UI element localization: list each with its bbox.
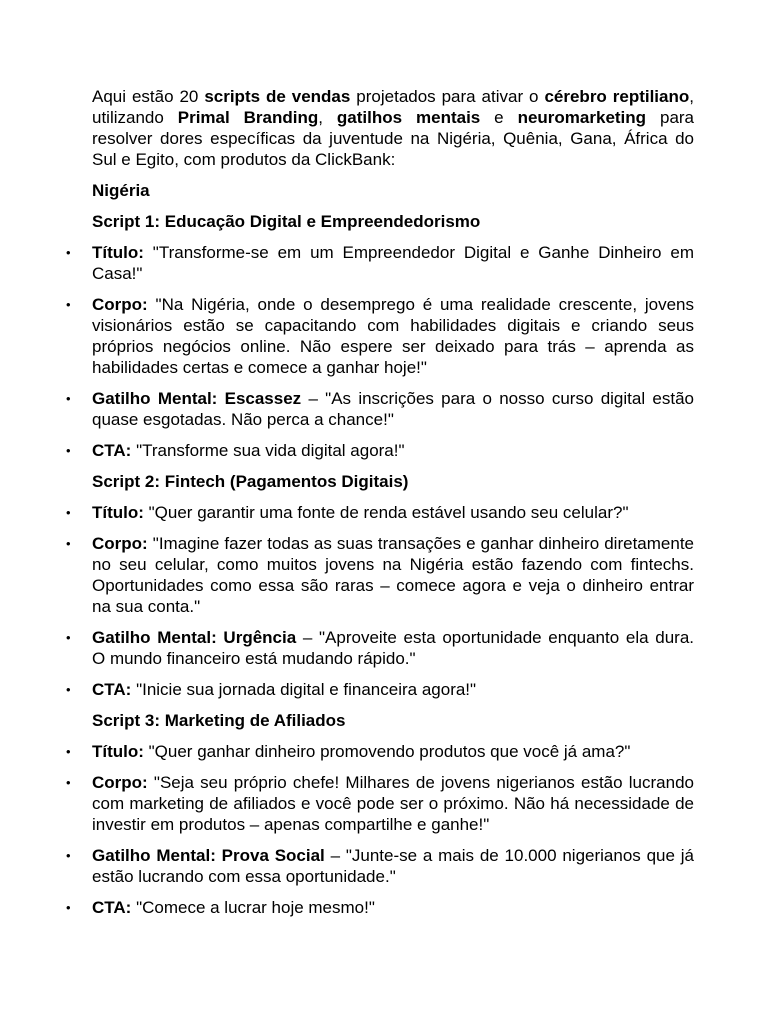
bullet-icon: • <box>66 297 71 312</box>
script-heading: Script 3: Marketing de Afiliados <box>92 711 346 730</box>
item-label: Corpo: <box>92 773 148 792</box>
list-item <box>66 897 694 918</box>
item-text: "Quer ganhar dinheiro promovendo produtos que você já ama?" <box>143 742 631 761</box>
bullet-icon: • <box>66 775 71 790</box>
item-label: Gatilho Mental: Escassez <box>92 389 302 408</box>
item-text: "Transforme sua vida digital agora!" <box>131 441 405 460</box>
document-body <box>66 86 695 928</box>
bullet-icon: • <box>66 536 71 551</box>
item-label: Corpo: <box>92 295 148 314</box>
item-text: "Transforme-se em um Empreendedor Digital e Ganhe Dinheiro em Casa!" <box>92 243 694 283</box>
list-item <box>66 440 694 461</box>
item-text: – "As inscrições para o nosso curso digital estão quase esgotadas. Não perca a chance!" <box>92 389 694 429</box>
country-heading: Nigéria <box>92 181 150 200</box>
bullet-icon: • <box>66 744 71 759</box>
item-label: Corpo: <box>92 534 148 553</box>
intro-text-6: para resolver dores específicas da juventude na Nigéria, Quênia, Gana, África do Sul e Egito, com produtos da ClickBank: <box>92 108 695 169</box>
item-text: – "Aproveite esta oportunidade enquanto ela dura. O mundo financeiro está mudando rápido." <box>92 628 694 668</box>
intro-paragraph <box>92 86 694 170</box>
intro-text-2: projetados para ativar o <box>350 87 545 106</box>
intro-bold-cerebro-reptiliano: cérebro reptiliano <box>544 87 690 106</box>
item-label: CTA: <box>92 680 132 699</box>
list-item <box>66 741 694 762</box>
bullet-icon: • <box>66 682 71 697</box>
item-text: "Comece a lucrar hoje mesmo!" <box>131 898 375 917</box>
item-label: CTA: <box>92 898 132 917</box>
script-heading: Script 1: Educação Digital e Empreendedorismo <box>92 212 481 231</box>
item-label: Título: <box>92 742 144 761</box>
item-text: "Seja seu próprio chefe! Milhares de jovens nigerianos estão lucrando com marketing de afiliados e você pode ser o próximo. Não há necessidade de investir em produtos – apenas compartilhe e ganhe!" <box>92 773 694 834</box>
item-label: Título: <box>92 503 144 522</box>
intro-bold-gatilhos-mentais: gatilhos mentais <box>336 108 481 127</box>
intro-text-5: e <box>480 108 518 127</box>
list-item <box>66 772 694 835</box>
bullet-icon: • <box>66 900 71 915</box>
bullet-icon: • <box>66 630 71 645</box>
list-item <box>66 502 694 523</box>
bullet-icon: • <box>66 245 71 260</box>
bullet-icon: • <box>66 443 71 458</box>
list-item <box>66 533 694 617</box>
item-label: CTA: <box>92 441 132 460</box>
list-item <box>66 845 694 887</box>
bullet-icon: • <box>66 848 71 863</box>
list-item <box>66 294 694 378</box>
intro-text-4: , <box>318 108 337 127</box>
list-item <box>66 242 694 284</box>
item-label: Gatilho Mental: Urgência <box>92 628 297 647</box>
bullet-icon: • <box>66 391 71 406</box>
item-text: – "Junte-se a mais de 10.000 nigerianos que já estão lucrando com essa oportunidade." <box>92 846 694 886</box>
item-text: "Imagine fazer todas as suas transações e ganhar dinheiro diretamente no seu celular, como muitos jovens na Nigéria estão fazendo com fintechs. Oportunidades como essa são raras – comece agora e veja o dinheiro entrar na sua conta." <box>92 534 694 616</box>
script-heading: Script 2: Fintech (Pagamentos Digitais) <box>92 472 409 491</box>
list-item <box>66 679 694 700</box>
item-text: "Quer garantir uma fonte de renda estável usando seu celular?" <box>143 503 629 522</box>
intro-bold-scripts-de-vendas: scripts de vendas <box>204 87 351 106</box>
item-text: "Na Nigéria, onde o desemprego é uma realidade crescente, jovens visionários estão se capacitando com habilidades digitais e criando seus próprios negócios online. Não espere ser deixado para trás – aprenda as habilidades certas e comece a ganhar hoje!" <box>92 295 694 377</box>
intro-bold-primal-branding: Primal Branding <box>177 108 319 127</box>
script-item-list <box>66 242 694 461</box>
bullet-icon: • <box>66 505 71 520</box>
item-label: Título: <box>92 243 144 262</box>
list-item <box>66 627 694 669</box>
item-label: Gatilho Mental: Prova Social <box>92 846 325 865</box>
item-text: "Inicie sua jornada digital e financeira agora!" <box>131 680 477 699</box>
script-item-list <box>66 741 694 918</box>
intro-text-1: Aqui estão 20 <box>92 87 205 106</box>
intro-bold-neuromarketing: neuromarketing <box>517 108 647 127</box>
intro-text-3: , utilizando <box>92 87 694 127</box>
list-item <box>66 388 694 430</box>
script-item-list <box>66 502 694 700</box>
